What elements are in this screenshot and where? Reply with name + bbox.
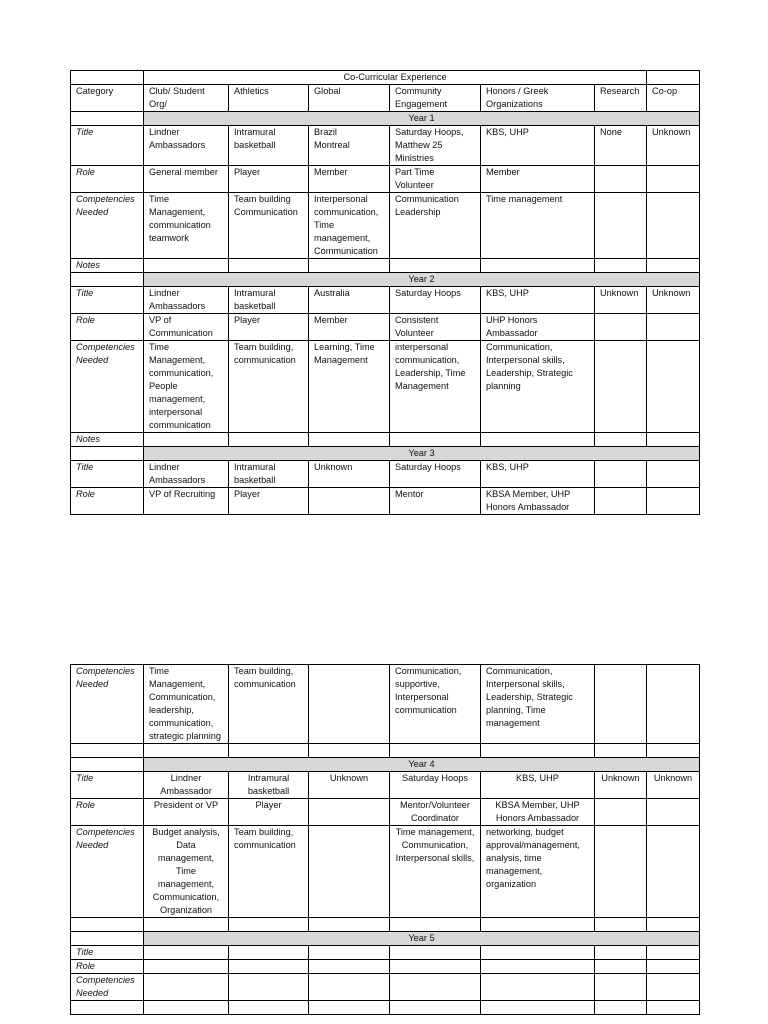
table-cell <box>144 960 229 974</box>
row-category-label: Competencies Needed <box>71 341 144 433</box>
table-cell <box>229 974 309 1001</box>
table-cell <box>309 665 390 744</box>
table-cell: Team building, communication <box>229 341 309 433</box>
table-cell: Member <box>309 166 390 193</box>
table-cell: Team building, communication <box>229 826 309 918</box>
table-cell <box>647 960 700 974</box>
year-label: Year 2 <box>144 273 700 287</box>
table-cell: Learning, Time Management <box>309 341 390 433</box>
co-curricular-table-page-1 <box>70 70 700 515</box>
table-cell <box>647 341 700 433</box>
table-cell <box>481 433 595 447</box>
table-cell <box>481 946 595 960</box>
table-cell: VP of Recruiting <box>144 488 229 515</box>
table-cell: UHP Honors Ambassador <box>481 314 595 341</box>
table-title: Co-Curricular Experience <box>144 71 647 85</box>
row-category-label: Title <box>71 772 144 799</box>
table-row <box>71 488 700 515</box>
row-category-label: Role <box>71 314 144 341</box>
table-row <box>71 287 700 314</box>
table-cell: Interpersonal communication, Time management, Communication <box>309 193 390 259</box>
row-category-label: Role <box>71 488 144 515</box>
table-row <box>71 341 700 433</box>
table-cell <box>647 166 700 193</box>
table-cell <box>595 665 647 744</box>
table-cell: Communication Leadership <box>390 193 481 259</box>
year-label: Year 1 <box>144 112 700 126</box>
table-row <box>71 946 700 960</box>
table-cell <box>309 799 390 826</box>
table-cell <box>595 259 647 273</box>
table-cell <box>229 433 309 447</box>
table-cell: Brazil Montreal <box>309 126 390 166</box>
blank-row <box>71 918 700 932</box>
table-cell: Unknown <box>309 772 390 799</box>
table-cell <box>647 799 700 826</box>
table-cell <box>595 314 647 341</box>
row-category-label: Competencies Needed <box>71 826 144 918</box>
table-row <box>71 974 700 1001</box>
column-header: Athletics <box>229 85 309 112</box>
table-cell: Mentor/Volunteer Coordinator <box>390 799 481 826</box>
table-cell: Mentor <box>390 488 481 515</box>
table-cell <box>309 960 390 974</box>
table-cell <box>647 826 700 918</box>
table-row <box>71 166 700 193</box>
table-cell <box>595 461 647 488</box>
table-cell: Member <box>309 314 390 341</box>
row-category-label: Competencies Needed <box>71 974 144 1001</box>
table-cell <box>647 488 700 515</box>
table-row <box>71 259 700 273</box>
table-cell: General member <box>144 166 229 193</box>
table-cell: Communication, Interpersonal skills, Leadership, Strategic planning, Time management <box>481 665 595 744</box>
table-cell <box>309 433 390 447</box>
table-cell: VP of Communication <box>144 314 229 341</box>
table-cell: Unknown <box>647 287 700 314</box>
table-cell: Unknown <box>309 461 390 488</box>
row-category-label: Competencies Needed <box>71 193 144 259</box>
table-cell <box>309 259 390 273</box>
table-cell: Consistent Volunteer <box>390 314 481 341</box>
table-cell: Player <box>229 166 309 193</box>
table-cell: Team building Communication <box>229 193 309 259</box>
table-row <box>71 799 700 826</box>
column-header: Category <box>71 85 144 112</box>
table-cell <box>647 946 700 960</box>
table-cell: Player <box>229 314 309 341</box>
table-cell: President or VP <box>144 799 229 826</box>
co-curricular-table-page-2 <box>70 664 700 1015</box>
table-cell: interpersonal communication, Leadership, Time Management <box>390 341 481 433</box>
table-cell: Saturday Hoops <box>390 461 481 488</box>
row-category-label: Title <box>71 126 144 166</box>
table-cell: Time Management, communication teamwork <box>144 193 229 259</box>
table-cell: Player <box>229 488 309 515</box>
table-row <box>71 960 700 974</box>
column-header: Research <box>595 85 647 112</box>
table-cell: Lindner Ambassadors <box>144 126 229 166</box>
year-label: Year 4 <box>144 758 700 772</box>
column-header: Global <box>309 85 390 112</box>
table-cell <box>229 960 309 974</box>
table-cell <box>595 193 647 259</box>
table-cell <box>647 974 700 1001</box>
table-row <box>71 665 700 744</box>
column-header: Community Engagement <box>390 85 481 112</box>
table-cell: Unknown <box>647 126 700 166</box>
blank-row <box>71 744 700 758</box>
row-category-label: Notes <box>71 259 144 273</box>
row-category-label: Role <box>71 960 144 974</box>
year-band <box>71 758 700 772</box>
table-cell: Communication, Interpersonal skills, Leadership, Strategic planning <box>481 341 595 433</box>
table-cell <box>390 433 481 447</box>
header-row <box>71 85 700 112</box>
table-cell: Lindner Ambassador <box>144 772 229 799</box>
table-cell <box>390 960 481 974</box>
table-cell: Saturday Hoops <box>390 287 481 314</box>
row-category-label: Role <box>71 799 144 826</box>
row-category-label: Notes <box>71 433 144 447</box>
table-cell <box>595 799 647 826</box>
year-label: Year 3 <box>144 447 700 461</box>
table-cell: Player <box>229 799 309 826</box>
table-cell <box>390 974 481 1001</box>
table-cell: KBS, UHP <box>481 287 595 314</box>
year-label: Year 5 <box>144 932 700 946</box>
table-cell: Australia <box>309 287 390 314</box>
table-cell: Intramural basketball <box>229 461 309 488</box>
table-cell <box>647 314 700 341</box>
table-cell: KBSA Member, UHP Honors Ambassador <box>481 488 595 515</box>
table-cell <box>647 433 700 447</box>
column-header: Honors / Greek Organizations <box>481 85 595 112</box>
table-cell <box>595 488 647 515</box>
row-category-label: Competencies Needed <box>71 665 144 744</box>
table-cell <box>229 946 309 960</box>
row-category-label: Title <box>71 461 144 488</box>
table-cell: Time Management, communication, People management, interpersonal communication <box>144 341 229 433</box>
table-cell: Member <box>481 166 595 193</box>
table-cell <box>390 259 481 273</box>
table-cell <box>309 974 390 1001</box>
table-cell <box>595 946 647 960</box>
year-band <box>71 447 700 461</box>
column-header: Club/ Student Org/ <box>144 85 229 112</box>
table-cell <box>309 488 390 515</box>
table-cell <box>647 665 700 744</box>
table-cell: Time management, Communication, Interpersonal skills, <box>390 826 481 918</box>
table-cell: networking, budget approval/management, analysis, time management, organization <box>481 826 595 918</box>
table-cell <box>309 826 390 918</box>
table-cell <box>647 461 700 488</box>
year-band <box>71 112 700 126</box>
column-header: Co-op <box>647 85 700 112</box>
table-row <box>71 314 700 341</box>
table-cell: Unknown <box>647 772 700 799</box>
table-cell: Time management <box>481 193 595 259</box>
table-cell <box>595 166 647 193</box>
table-cell: Communication, supportive, Interpersonal communication <box>390 665 481 744</box>
table-row <box>71 461 700 488</box>
table-cell: Intramural basketball <box>229 772 309 799</box>
table-cell <box>144 259 229 273</box>
table-cell <box>595 433 647 447</box>
table-cell: Intramural basketball <box>229 287 309 314</box>
table-row <box>71 193 700 259</box>
table-cell <box>229 259 309 273</box>
table-cell <box>144 946 229 960</box>
table-cell: Lindner Ambassadors <box>144 461 229 488</box>
row-category-label: Title <box>71 287 144 314</box>
table-cell: Lindner Ambassadors <box>144 287 229 314</box>
table-cell <box>144 433 229 447</box>
table-cell: Budget analysis, Data management, Time management, Communication, Organization <box>144 826 229 918</box>
table-cell <box>481 960 595 974</box>
table-cell: Part Time Volunteer <box>390 166 481 193</box>
table-cell <box>481 259 595 273</box>
table-cell: Intramural basketball <box>229 126 309 166</box>
year-band <box>71 273 700 287</box>
blank-row <box>71 1001 700 1015</box>
table-cell <box>144 974 229 1001</box>
table-cell: Unknown <box>595 287 647 314</box>
table-cell: Saturday Hoops, Matthew 25 Ministries <box>390 126 481 166</box>
table-cell <box>595 974 647 1001</box>
table-row <box>71 433 700 447</box>
table-cell <box>647 259 700 273</box>
table-cell: Time Management, Communication, leadership, communication, strategic planning <box>144 665 229 744</box>
table-title-row <box>71 71 700 85</box>
row-category-label: Title <box>71 946 144 960</box>
table-cell <box>309 946 390 960</box>
table-cell: Unknown <box>595 772 647 799</box>
table-cell: Saturday Hoops <box>390 772 481 799</box>
table-cell <box>647 193 700 259</box>
table-cell: KBSA Member, UHP Honors Ambassador <box>481 799 595 826</box>
table-cell <box>481 974 595 1001</box>
table-cell: KBS, UHP <box>481 461 595 488</box>
table-row <box>71 772 700 799</box>
table-cell: Team building, communication <box>229 665 309 744</box>
year-band <box>71 932 700 946</box>
table-row <box>71 126 700 166</box>
table-cell: KBS, UHP <box>481 772 595 799</box>
table-cell <box>390 946 481 960</box>
table-cell <box>595 341 647 433</box>
table-cell <box>595 826 647 918</box>
table-row <box>71 826 700 918</box>
table-cell <box>595 960 647 974</box>
table-cell: KBS, UHP <box>481 126 595 166</box>
row-category-label: Role <box>71 166 144 193</box>
table-cell: None <box>595 126 647 166</box>
